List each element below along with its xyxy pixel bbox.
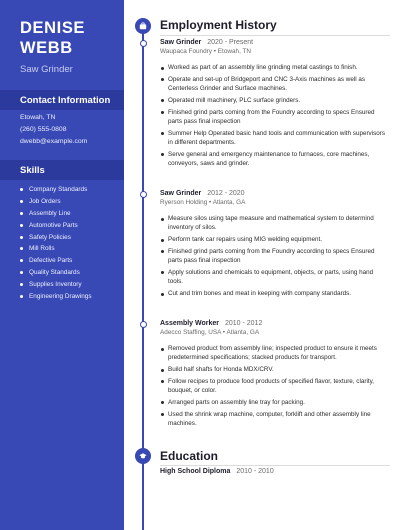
skill-item: Safety Policies xyxy=(20,232,92,244)
job-dates: 2020 - Present xyxy=(207,39,254,46)
skills-list xyxy=(20,184,92,303)
bullet-item: Finished grind parts coming from the Foundry according to specs Ensured parts pass final inspection xyxy=(160,108,386,127)
job-location: Atlanta, GA xyxy=(226,329,260,336)
bullet-item: Removed product from assembly line; inspected product to ensure it meets predetermined specifications; stacked products for transport. xyxy=(160,344,386,363)
skill-item: Defective Parts xyxy=(20,255,92,267)
graduation-cap-icon xyxy=(135,448,151,464)
bullet-item: Apply solutions and chemicals to equipment, objects, or parts, using hand tools. xyxy=(160,268,386,287)
job-dates: 2010 - 2012 xyxy=(224,320,263,327)
separator-bullet: • xyxy=(209,199,213,206)
job-company: Adecco Staffing, USA xyxy=(160,329,221,336)
candidate-role: Saw Grinder xyxy=(20,64,73,75)
job-company-line xyxy=(160,199,245,206)
separator-bullet: • xyxy=(213,48,218,55)
section-divider xyxy=(160,35,390,36)
bullet-item: Summer Help Operated basic hand tools and communication with supervisors in different departments. xyxy=(160,129,386,148)
job-title: Saw Grinder xyxy=(160,190,202,197)
candidate-name xyxy=(20,18,85,58)
degree: High School Diploma xyxy=(160,468,231,475)
bullet-item: Arranged parts on assembly line tray for packing. xyxy=(160,398,386,407)
skills-heading: Skills xyxy=(20,165,45,176)
timeline-dot xyxy=(140,40,147,47)
skill-item: Assembly Line xyxy=(20,208,92,220)
section-divider xyxy=(160,465,390,466)
job-location: Etowah, TN xyxy=(217,48,252,55)
job-company: Waupaca Foundry xyxy=(160,48,212,55)
skill-item: Company Standards xyxy=(20,184,92,196)
bullet-item: Follow recipes to produce food products of specified flavor, texture, clarity, bouquet, or color. xyxy=(160,377,386,396)
education-entry xyxy=(160,468,274,475)
job-company: Ryerson Holding xyxy=(160,199,208,206)
briefcase-icon xyxy=(135,18,151,34)
job-bullets xyxy=(160,63,386,168)
bullet-item: Build half shafts for Honda MDX/CRV. xyxy=(160,365,386,374)
skill-item: Mill Rolls xyxy=(20,243,92,255)
bullet-item: Finished grind parts coming from the Foundry according to specs Ensured parts pass final inspection xyxy=(160,247,386,266)
job-company-line xyxy=(160,48,251,55)
job-company-line xyxy=(160,329,259,336)
skills-heading-band xyxy=(0,160,124,180)
first-name: DENISE xyxy=(20,19,86,37)
skill-item: Quality Standards xyxy=(20,267,92,279)
employment-heading: Employment History xyxy=(160,18,277,32)
contact-heading: Contact Information xyxy=(20,95,111,106)
timeline-dot xyxy=(140,191,147,198)
job-location: Atlanta, GA xyxy=(212,199,246,206)
contact-email[interactable]: dwebb@example.com xyxy=(20,138,88,145)
timeline-dot xyxy=(140,321,147,328)
contact-phone: (260) 555-0808 xyxy=(20,126,67,133)
job-heading xyxy=(160,190,245,197)
job-bullets xyxy=(160,344,386,428)
bullet-item: Cut and trim bones and meat in keeping with company standards. xyxy=(160,289,386,298)
bullet-item: Operate and set-up of Bridgeport and CNC 3-Axis machines as well as Centerless Grinder and Surface machines. xyxy=(160,75,386,94)
bullet-item: Worked as part of an assembly line grinding metal castings to finish. xyxy=(160,63,386,72)
skill-item: Engineering Drawings xyxy=(20,291,92,303)
education-heading: Education xyxy=(160,449,219,463)
bullet-item: Measure silos using tape measure and mathematical system to determind inventory of silos. xyxy=(160,214,386,233)
job-title: Saw Grinder xyxy=(160,39,202,46)
skill-item: Automotive Parts xyxy=(20,220,92,232)
education-dates: 2010 - 2010 xyxy=(236,468,274,475)
job-heading xyxy=(160,39,253,46)
bullet-item: Perform tank car repairs using MIG welding equipment. xyxy=(160,235,386,244)
bullet-item: Used the shrink wrap machine, computer, forklift and other assembly line machines. xyxy=(160,410,386,429)
job-bullets xyxy=(160,214,386,298)
sidebar xyxy=(0,0,124,530)
last-name: WEBB xyxy=(20,39,73,57)
job-dates: 2012 - 2020 xyxy=(207,190,245,197)
skill-item: Job Orders xyxy=(20,196,92,208)
job-heading xyxy=(160,320,262,327)
bullet-item: Operated mill machinery, PLC surface grinders. xyxy=(160,96,386,105)
job-title: Assembly Worker xyxy=(160,320,220,327)
contact-location: Etowah, TN xyxy=(20,114,56,121)
skill-item: Supplies Inventory xyxy=(20,279,92,291)
bullet-item: Serve general and emergency maintenance to furnaces, core machines, conveyors, saws and grinder. xyxy=(160,150,386,169)
separator-bullet: • xyxy=(222,329,227,336)
